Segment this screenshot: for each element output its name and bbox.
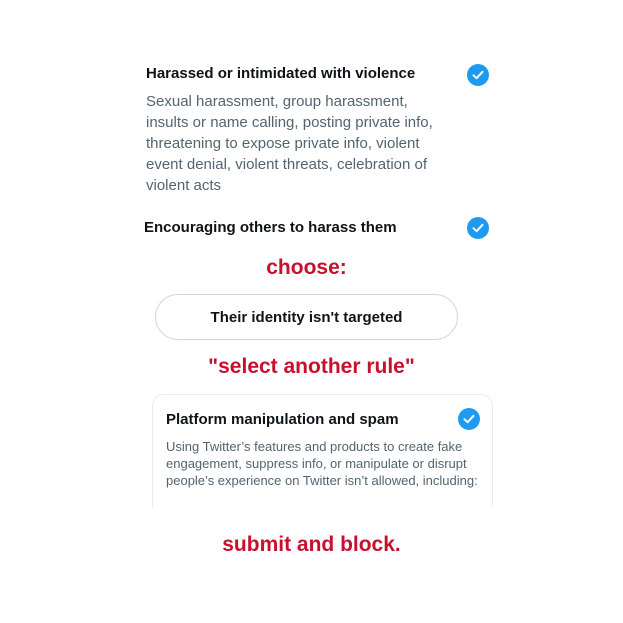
annotation-select-another-rule: "select another rule": [208, 355, 415, 378]
identity-not-targeted-button[interactable]: [155, 294, 458, 340]
option-encouraging-harass[interactable]: [144, 214, 496, 242]
card-description: Using Twitter’s features and products to create fake engagement, suppress info, or manipulate or disrupt people’s experience on Twitter isn’t allowed, including:: [166, 439, 478, 488]
option-title: Harassed or intimidated with violence: [146, 65, 416, 82]
checkmark-icon[interactable]: [467, 217, 489, 239]
checkmark-icon[interactable]: [458, 408, 480, 430]
identity-button-label: Their identity isn't targeted: [210, 308, 403, 326]
option-title: Encouraging others to harass them: [144, 219, 397, 236]
platform-manipulation-card[interactable]: [152, 394, 493, 508]
option-description: Sexual harassment, group harassment, insults or name calling, posting private info, threatening to expose private info, violent event denial, violent threats, celebration of violent acts: [146, 93, 433, 194]
annotation-submit-and-block: submit and block.: [222, 533, 401, 556]
card-title: Platform manipulation and spam: [166, 411, 399, 428]
option-harassed-violence[interactable]: [146, 62, 496, 197]
annotation-choose: choose:: [266, 256, 347, 279]
checkmark-icon[interactable]: [467, 64, 489, 86]
